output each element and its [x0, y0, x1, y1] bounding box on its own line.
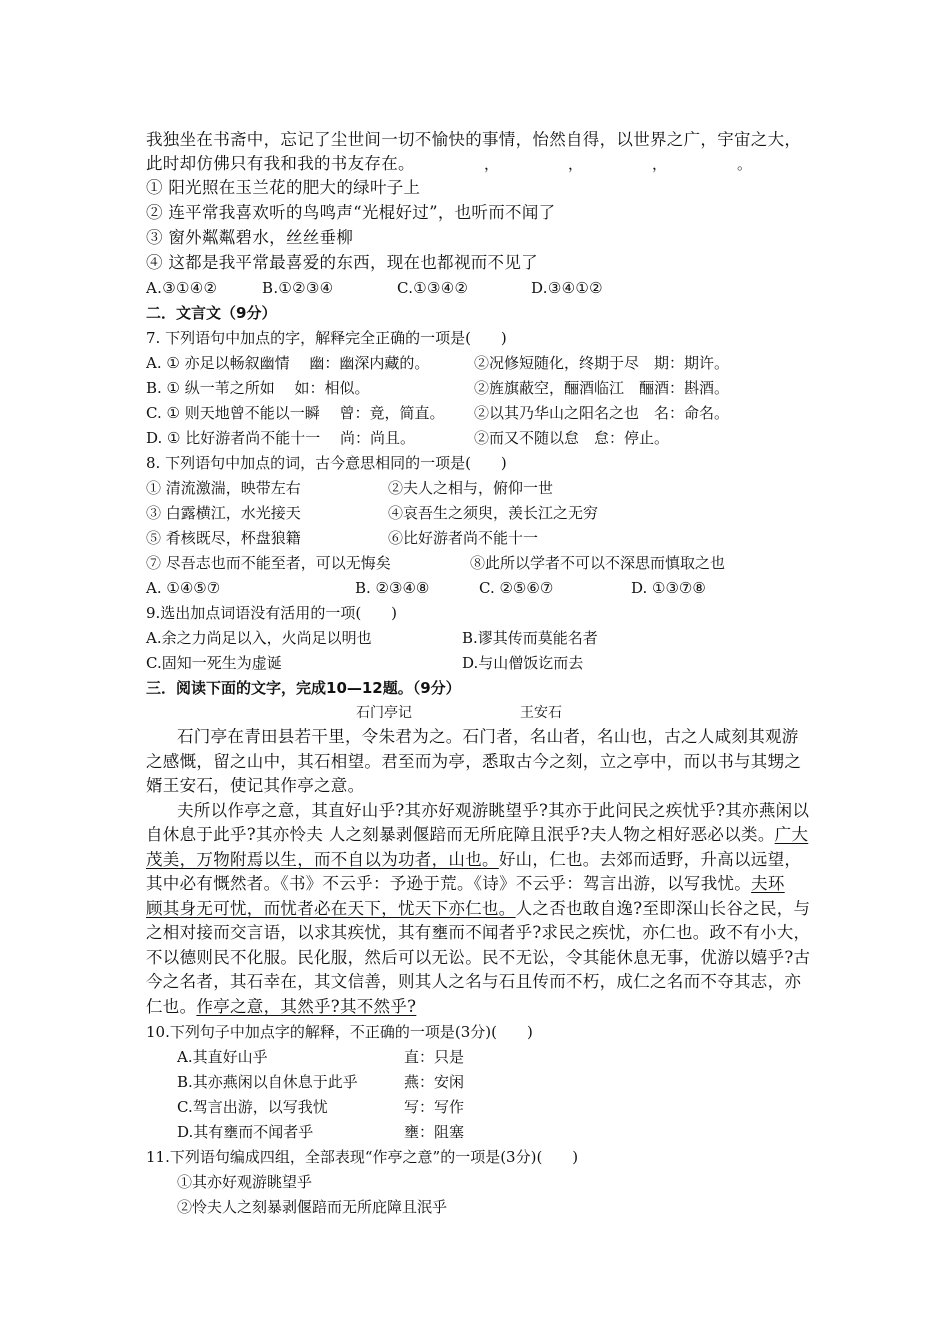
q10-option-d: D.其有壅而不闻者乎 [177, 1123, 314, 1141]
q11-item-2: ②怜夫人之刻暴剥偃踣而无所庇障且泯乎 [177, 1198, 448, 1216]
q10-stem: 10.下列句子中加点字的解释，不正确的一项是(3分)( ) [146, 1023, 533, 1041]
blank-mark-4: 。 [737, 155, 753, 173]
section-2-heading: 二．文言文（9分） [146, 304, 277, 322]
q9-option-b: B.谬其传而莫能名者 [462, 629, 598, 647]
q8-choice-b: B. ②③④⑧ [355, 579, 430, 597]
q8-item-7: ⑦ 尽吾志也而不能至者，可以无悔矣 [146, 554, 391, 572]
q8-choice-a: A. ①④⑤⑦ [146, 579, 221, 597]
q8-stem: 8. 下列语句中加点的词，古今意思相同的一项是( ) [146, 454, 507, 472]
q9-option-c: C.固知一死生为虚诞 [146, 654, 282, 672]
passage-p2-line-6: 之相对接而交言语，以求其疾忧，其有壅而不闻者乎?求民之疾忧，亦仁也。政不有小大， [146, 923, 811, 942]
passage-p2-line-3 [146, 850, 801, 870]
passage-author: 王安石 [520, 705, 562, 721]
q8-item-5: ⑤ 肴核既尽，杯盘狼籍 [146, 529, 301, 547]
intro-choice-a: A.③①④② [146, 279, 218, 297]
passage-text: 其中必有慨然者。《书》不云乎：予逊于荒。《诗》不云乎：驾言出游，以写我忧。 [146, 874, 752, 893]
intro-choice-c: C.①③④② [397, 279, 469, 297]
q7-option-c-2: ②以其乃华山之阳名之也 名：命名。 [474, 404, 730, 422]
q9-option-d: D.与山僧饭讫而去 [462, 654, 584, 672]
q8-choice-d: D. ①③⑦⑧ [631, 579, 706, 597]
q10-option-a: A.其直好山乎 [177, 1048, 268, 1066]
q7-option-a-2: ②况修短随化，终期于尽 期：期许。 [474, 354, 730, 372]
q8-item-3: ③ 白露横江，水光接天 [146, 504, 301, 522]
intro-option-1: ① 阳光照在玉兰花的肥大的绿叶子上 [146, 178, 421, 197]
passage-p1-line-1: 石门亭在青田县若干里，令朱君为之。石门者，名山者，名山也，古之人咸刻其观游 [177, 727, 799, 746]
underlined-sentence-2: 夫环 [751, 874, 785, 893]
q7-option-a-1: A. ① 亦足以畅叙幽情 幽：幽深内藏的。 [146, 354, 430, 372]
q7-option-d-2: ②而又不随以怠 怠：停止。 [474, 429, 670, 447]
q9-stem: 9.选出加点词语没有活用的一项( ) [146, 604, 398, 622]
q10-option-c-gloss: 写：写作 [404, 1098, 465, 1116]
section-3-heading: 三．阅读下面的文字，完成10—12题。（9分） [146, 679, 461, 697]
passage-text: 人之否也敢自逸?至即深山长谷之民，与 [515, 899, 811, 918]
underlined-sentence-2-cont: 顾其身无可忧，而忧者必在天下，忧天下亦仁也。 [146, 899, 516, 918]
intro-option-2: ② 连平常我喜欢听的鸟鸣声“光棍好过”，也听而不闻了 [146, 203, 556, 222]
passage-p2-line-9 [146, 997, 416, 1017]
q10-option-b: B.其亦燕闲以自休息于此乎 [177, 1073, 358, 1091]
q8-item-4: ④哀吾生之须臾，羡长江之无穷 [388, 504, 599, 522]
blank-mark-3: ， [652, 155, 668, 173]
q11-stem: 11.下列语句编成四组，全部表现“作亭之意”的一项是(3分)( ) [146, 1148, 579, 1166]
blank-mark-1: ， [484, 155, 500, 173]
q8-item-2: ②夫人之相与，俯仰一世 [388, 479, 554, 497]
passage-p2-line-5 [146, 899, 810, 919]
passage-p1-line-3: 婿王安石，使记其作亭之意。 [146, 776, 365, 795]
q8-choice-c: C. ②⑤⑥⑦ [479, 579, 554, 597]
q9-option-a: A.余之力尚足以入，火尚足以明也 [146, 629, 372, 647]
q10-option-d-gloss: 壅：阻塞 [404, 1123, 465, 1141]
q7-stem: 7. 下列语句中加点的字，解释完全正确的一项是( ) [146, 329, 507, 347]
q10-option-a-gloss: 直：只是 [404, 1048, 465, 1066]
passage-p2-line-1: 夫所以作亭之意，其直好山乎?其亦好观游眺望乎?其亦于此问民之疾忧乎?其亦燕闲以 [177, 801, 810, 820]
q8-item-8: ⑧此所以学者不可以不深思而慎取之也 [470, 554, 726, 572]
q7-option-c-1: C. ① 则天地曾不能以一瞬 曾：竟，简直。 [146, 404, 445, 422]
underlined-sentence-1: 广大 [774, 825, 809, 844]
blank-mark-2: ， [568, 155, 584, 173]
underlined-sentence-1-cont: 茂美，万物附焉以生，而不自以为功者，山也。 [146, 850, 499, 869]
intro-choice-d: D.③④①② [531, 279, 603, 297]
q10-option-c: C.驾言出游，以写我忧 [177, 1098, 328, 1116]
q7-option-b-2: ②旌旗蔽空，酾酒临江 酾酒：斟酒。 [474, 379, 730, 397]
q8-item-1: ① 清流激湍，映带左右 [146, 479, 301, 497]
passage-text: 自休息于此乎?其亦怜夫 人之刻暴剥偃踣而无所庇障且泯乎?夫人物之相好恶必以类。 [146, 825, 775, 844]
intro-line-1: 我独坐在书斋中，忘记了尘世间一切不愉快的事情，怡然自得，以世界之广，宇宙之大， [146, 130, 802, 149]
q7-option-d-1: D. ① 比好游者尚不能十一 尚：尚且。 [146, 429, 416, 447]
underlined-sentence-3: 作亭之意，其然乎?其不然乎? [196, 997, 417, 1016]
intro-option-4: ④ 这都是我平常最喜爱的东西，现在也都视而不见了 [146, 253, 538, 272]
passage-p2-line-7: 不以德则民不化服。民化服，然后可以无讼。民不无讼，令其能休息无事，优游以嬉乎?古 [146, 948, 811, 967]
passage-p1-line-2: 之感慨，留之山中，其石相望。君至而为亭，悉取古今之刻，立之亭中，而以书与其甥之 [146, 752, 802, 771]
passage-title: 石门亭记 [356, 705, 412, 721]
intro-line-2: 此时却仿佛只有我和我的书友存在。 [146, 154, 415, 173]
passage-text: 好山，仁也。去郊而适野，升高以远望， [498, 850, 802, 869]
q10-option-b-gloss: 燕：安闲 [404, 1073, 465, 1091]
intro-option-3: ③ 窗外粼粼碧水，丝丝垂柳 [146, 228, 354, 247]
q8-item-6: ⑥比好游者尚不能十一 [388, 529, 539, 547]
q7-option-b-1: B. ① 纵一苇之所如 如：相似。 [146, 379, 370, 397]
q11-item-1: ①其亦好观游眺望乎 [177, 1173, 313, 1191]
intro-choice-b: B.①②③④ [262, 279, 334, 297]
passage-p2-line-8: 今之名者，其石幸在，其文信善，则其人之名与石且传而不朽，成仁之名而不夺其志，亦 [146, 972, 802, 991]
passage-p2-line-4 [146, 874, 785, 894]
passage-text: 仁也。 [146, 997, 197, 1016]
passage-p2-line-2 [146, 825, 808, 845]
